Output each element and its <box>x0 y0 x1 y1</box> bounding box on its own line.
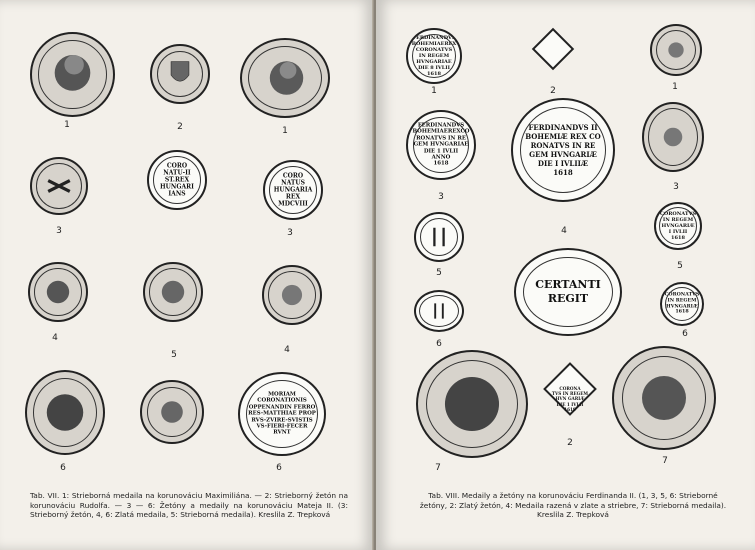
coin-scene <box>140 380 204 444</box>
plate-number: 7 <box>662 456 668 466</box>
plate-number: 5 <box>436 268 442 278</box>
coin-inscription <box>406 28 462 84</box>
coin-inscription <box>406 110 476 180</box>
plate-number: 3 <box>438 192 444 202</box>
plate-number: 4 <box>52 333 58 343</box>
coin-legend: FERDINANDVS II BOHEMIÆ REX CO RONATVS IN RE GEM HVNGARIÆ DIE I IVLIIÆ 1618 <box>525 123 601 177</box>
coin-portrait-maximilian <box>30 32 115 117</box>
coin-legend: CERTANTI REGIT <box>535 278 601 305</box>
coin-arms-large <box>612 346 716 450</box>
plate-number: 2 <box>567 438 573 448</box>
plate-number: 4 <box>284 345 290 355</box>
coin-arms <box>650 24 702 76</box>
plate-number: 5 <box>677 261 683 271</box>
coin-legend: CORONA TVS IN REGEM HVN GARIÆ DIE 1 IVLII 1618 <box>551 386 589 412</box>
plate-number: 6 <box>60 463 66 473</box>
coin-portrait-rudolf <box>240 38 330 118</box>
plate-number: 1 <box>672 82 678 92</box>
coin-medal-large <box>511 98 615 202</box>
coin-legend: FERDINANDVS BOHEMIAEREX CORONATVS IN REGEM HVNGARIAE DIE 8 IVLII 1618 <box>411 35 457 77</box>
coin-legend: CORO NATUS HUNGARIA REX MDCVIII <box>273 172 313 208</box>
coin-peacock <box>262 265 322 325</box>
coin-inscription <box>147 150 207 210</box>
coin-legend: CORONATVS IN REGEM HVNGARIÆ I IVLII 1618 <box>659 211 697 241</box>
plate-caption: Tab. VII. 1: Strieborná medaila na korunováciu Maximiliána. — 2: Strieborný žetón na korunováciu Rudolfa. — 3 — 6: Žetóny a medaily na korunováciu Mateja II. (3: Strieborný žetón, 4, 6: Zlatá medaila, 5: Strieborná medaila). Kreslila Z. Trepková <box>30 491 348 520</box>
coin-arms <box>642 102 704 172</box>
coin-legend: MORIAM CORONATIONIS OPPENANDIN FERRO RES-MATTHIAE PROP RVS-ZVIRE-SVISTIS VS-FIERI-FECER RVNT <box>248 391 316 437</box>
coin-portrait-ferdinand <box>416 350 528 458</box>
diamond-token <box>532 28 574 70</box>
plate-number: 6 <box>682 329 688 339</box>
plate-number: 1 <box>282 126 288 136</box>
coin-portrait-matthias <box>143 262 203 322</box>
coin-legend: CORONATVS IN REGEM HVNGARIÆ 1618 <box>664 291 700 315</box>
coin-inscription-large <box>238 372 326 456</box>
coin-monogram <box>30 157 88 215</box>
plate-caption: Tab. VIII. Medaily a žetóny na korunováciu Ferdinanda II. (1, 3, 5, 6: Strieborné žetóny, 2: Zlatý žetón, 4: Medaila razená v zlate a striebre, 7: Strieborná medaila). Kreslila Z. Trepková <box>419 491 727 520</box>
coin-inscription <box>654 202 702 250</box>
coin-monogram <box>414 290 464 332</box>
plate-number: 2 <box>550 86 556 96</box>
coin-inscription <box>263 160 323 220</box>
left-page <box>0 0 374 550</box>
plate-number: 1 <box>431 86 437 96</box>
plate-number: 1 <box>64 120 70 130</box>
plate-number: 3 <box>56 226 62 236</box>
plate-number: 4 <box>561 226 567 236</box>
coin-legend: FERDINANDVS BOHEMIAEREXCO RONATVS IN RE GEM HVNGARIAE DIE 1 IVLII ANNO 1618 <box>412 122 470 168</box>
right-page <box>376 0 755 550</box>
plate-number: 7 <box>435 463 441 473</box>
coin-shield-rudolf <box>150 44 210 104</box>
coin-portrait-large <box>25 370 105 455</box>
plate-number: 3 <box>673 182 679 192</box>
coin-legend: CORO NATU-II ST.REX HUNGARI IANS <box>160 162 194 198</box>
coin-crowned-monogram <box>514 248 622 336</box>
coin-monogram <box>414 212 464 262</box>
plate-number: 2 <box>177 122 183 132</box>
plate-number: 5 <box>171 350 177 360</box>
coin-portrait-matthias <box>28 262 88 322</box>
plate-number: 6 <box>436 339 442 349</box>
coin-inscription <box>660 282 704 326</box>
plate-number: 6 <box>276 463 282 473</box>
plate-number: 3 <box>287 228 293 238</box>
